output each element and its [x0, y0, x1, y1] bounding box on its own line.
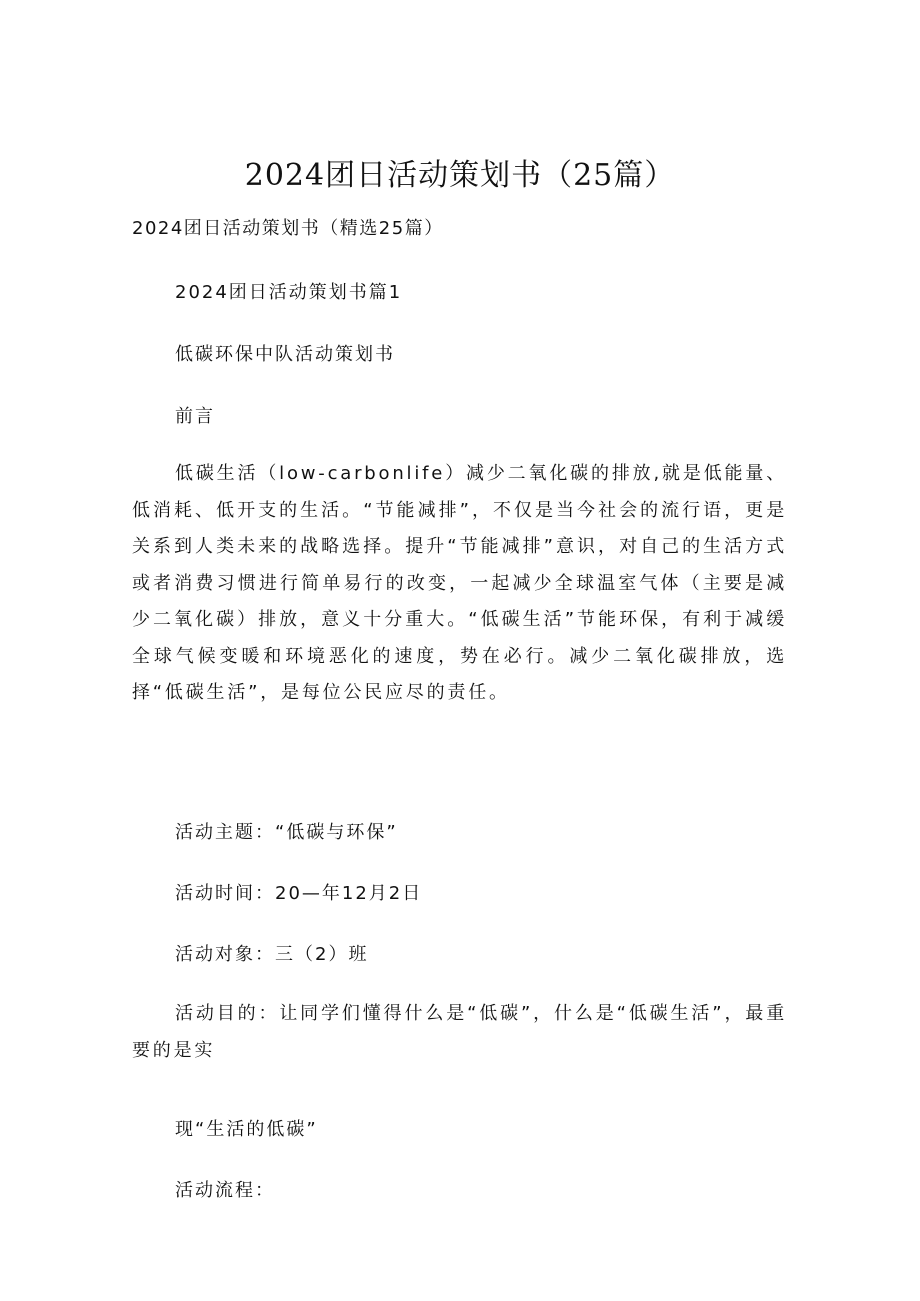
theme-line: 活动主题：“低碳与环保”	[175, 822, 398, 843]
time-line: 活动时间：20—年12月2日	[175, 883, 423, 904]
process-heading: 活动流程：	[175, 1180, 275, 1201]
purpose-paragraph: 活动目的：让同学们懂得什么是“低碳”，什么是“低碳生活”，最重要的是实	[132, 1003, 787, 1061]
document-subtitle: 2024团日活动策划书（精选25篇）	[132, 218, 444, 239]
audience-line: 活动对象：三（2）班	[175, 944, 369, 965]
document-title: 2024团日活动策划书（25篇）	[244, 158, 676, 193]
preface-paragraph: 低碳生活（low-carbonlife）减少二氧化碳的排放,就是低能量、低消耗、低开支的生活。“节能减排”，不仅是当今社会的流行语，更是关系到人类未来的战略选择。提升“节能减排”意识，对自己的生活方式或者消费习惯进行简单易行的改变，一起减少全球温室气体（主要是减少二氧化碳）排放，意义十分重大。“低碳生活”节能环保，有利于减缓全球气候变暖和环境恶化的速度，势在必行。减少二氧化碳排放，选择“低碳生活”，是每位公民应尽的责任。	[132, 463, 787, 703]
plan-title: 低碳环保中队活动策划书	[175, 344, 395, 365]
purpose-continued: 现“生活的低碳”	[175, 1119, 318, 1140]
section-heading: 2024团日活动策划书篇1	[175, 282, 403, 303]
preface-heading: 前言	[175, 406, 215, 427]
